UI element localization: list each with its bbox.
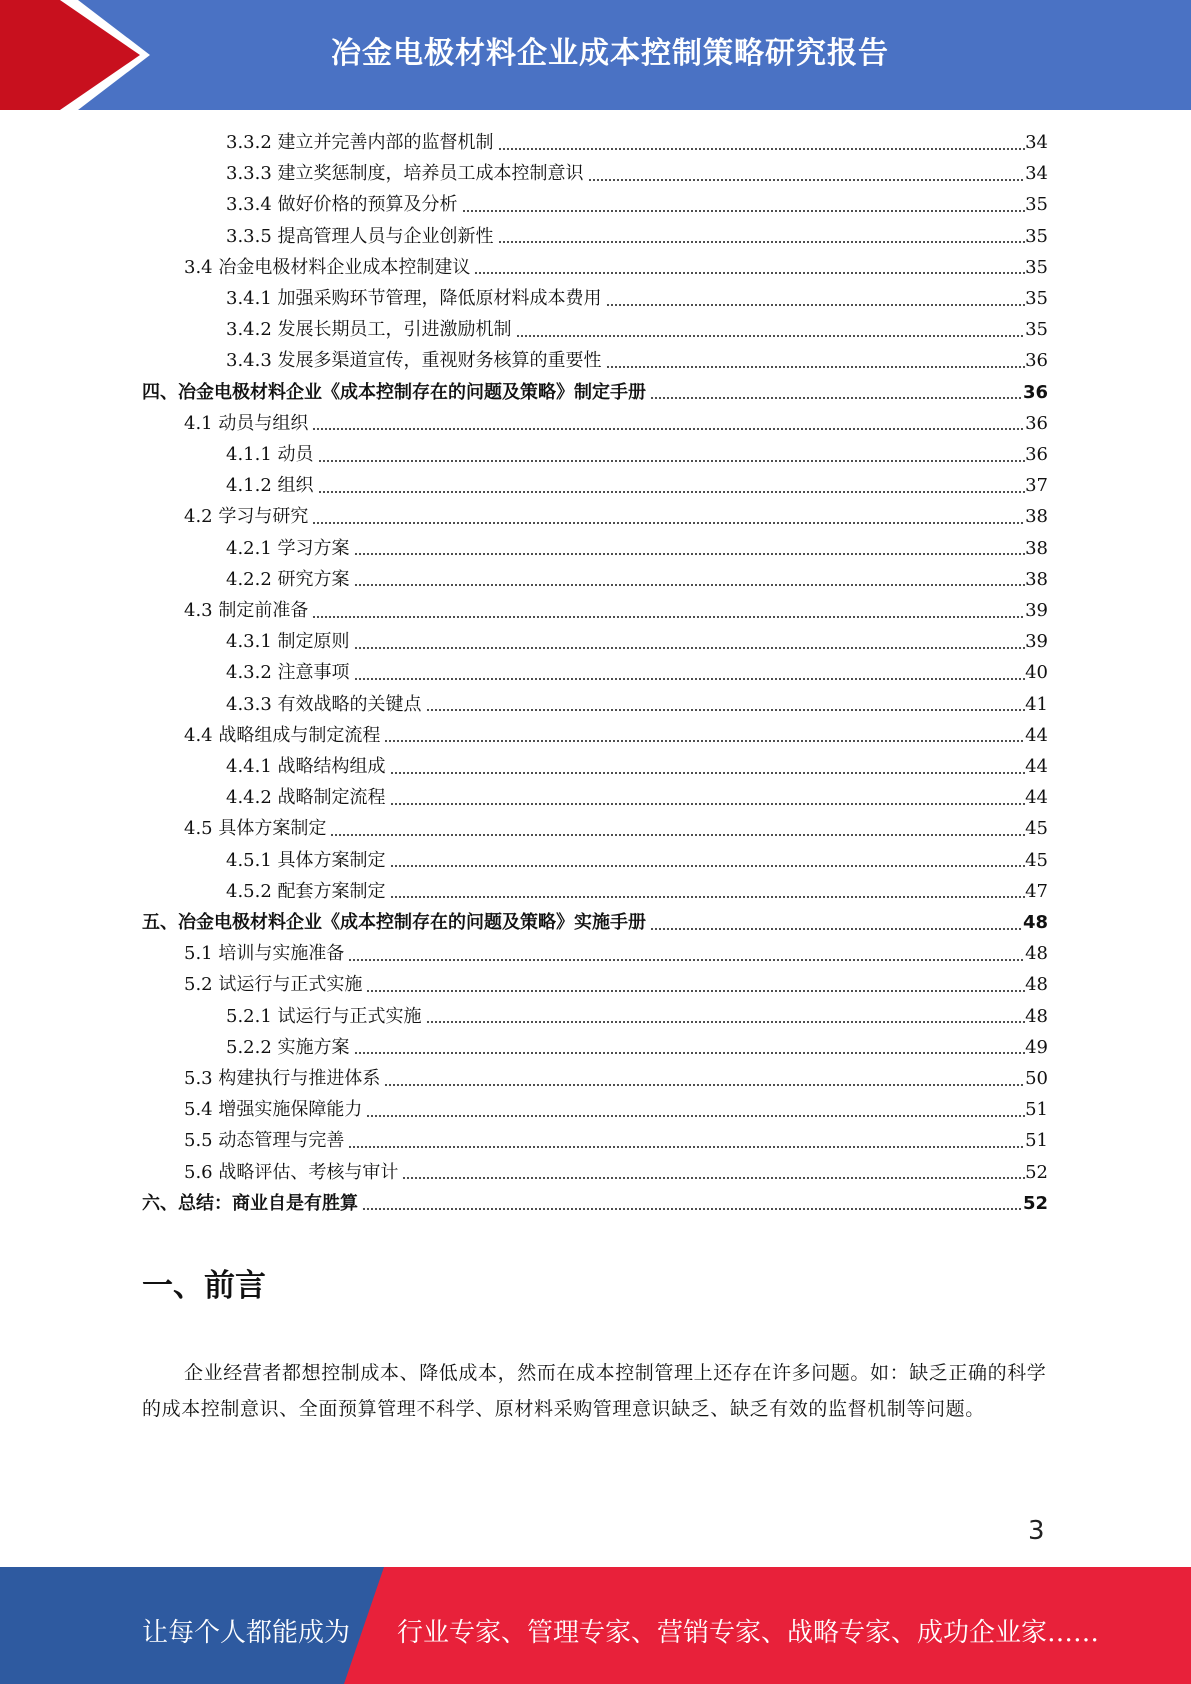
toc-entry[interactable] (226, 845, 1048, 876)
toc-entry[interactable] (184, 720, 1048, 751)
toc-dot-leader (330, 834, 1025, 836)
toc-entry[interactable] (142, 907, 1048, 938)
toc-entry-page: 45 (1025, 849, 1048, 871)
toc-dot-leader (606, 366, 1026, 368)
toc-entry-page: 49 (1025, 1036, 1048, 1058)
toc-entry[interactable] (226, 314, 1048, 345)
toc-entry-label: 3.4 冶金电极材料企业成本控制建议 (184, 256, 471, 278)
toc-entry-page: 37 (1025, 475, 1048, 497)
toc-entry[interactable] (226, 439, 1048, 470)
toc-entry-label: 4.2.1 学习方案 (226, 537, 350, 559)
document-title: 冶金电极材料企业成本控制策略研究报告 (331, 36, 889, 71)
header-red-arrow (0, 0, 145, 110)
toc-entry-page: 44 (1025, 724, 1048, 746)
toc-entry[interactable] (226, 657, 1048, 688)
toc-entry[interactable] (226, 1032, 1048, 1063)
toc-entry-label: 3.3.4 做好价格的预算及分析 (226, 194, 458, 216)
toc-entry[interactable] (226, 689, 1048, 720)
toc-dot-leader (390, 865, 1026, 867)
toc-entry-page: 35 (1025, 225, 1048, 247)
toc-dot-leader (650, 928, 1023, 930)
footer-slogan-left: 让每个人都能成为 (142, 1618, 351, 1648)
toc-entry-label: 4.1.2 组织 (226, 475, 314, 497)
toc-entry-page: 52 (1022, 1192, 1048, 1214)
toc-entry-page: 34 (1025, 163, 1048, 185)
toc-dot-leader (366, 990, 1025, 992)
toc-dot-leader (426, 709, 1026, 711)
toc-entry-label: 5.2.2 实施方案 (226, 1036, 350, 1058)
toc-dot-leader (650, 397, 1023, 399)
toc-entry-label: 四、冶金电极材料企业《成本控制存在的问题及策略》制定手册 (142, 381, 646, 403)
toc-entry[interactable] (184, 408, 1048, 439)
toc-entry-label: 3.3.5 提高管理人员与企业创新性 (226, 225, 494, 247)
toc-entry-label: 5.5 动态管理与完善 (184, 1130, 345, 1152)
toc-dot-leader (426, 1021, 1026, 1023)
toc-entry-label: 3.4.2 发展长期员工，引进激励机制 (226, 319, 512, 341)
toc-dot-leader (588, 179, 1026, 181)
toc-entry-page: 45 (1025, 818, 1048, 840)
toc-entry-page: 39 (1025, 631, 1048, 653)
toc-entry-page: 50 (1025, 1068, 1048, 1089)
toc-entry-label: 4.2.2 研究方案 (226, 568, 350, 590)
toc-entry[interactable] (226, 158, 1048, 189)
toc-entry-label: 5.2 试运行与正式实施 (184, 974, 363, 996)
toc-entry[interactable] (184, 501, 1048, 532)
toc-dot-leader (318, 491, 1026, 493)
toc-entry-page: 36 (1025, 412, 1048, 434)
toc-dot-leader (354, 584, 1026, 586)
toc-entry-page: 52 (1025, 1161, 1048, 1183)
toc-entry-label: 4.1 动员与组织 (184, 412, 309, 434)
toc-entry-label: 4.3.1 制定原则 (226, 631, 350, 653)
toc-dot-leader (402, 1177, 1025, 1179)
toc-entry-page: 40 (1025, 662, 1048, 684)
toc-entry[interactable] (184, 595, 1048, 626)
toc-entry-label: 5.4 增强实施保障能力 (184, 1099, 363, 1121)
toc-entry-label: 4.5 具体方案制定 (184, 818, 327, 840)
toc-entry[interactable] (226, 127, 1048, 158)
toc-entry-page: 44 (1025, 787, 1048, 809)
toc-entry[interactable] (226, 1001, 1048, 1032)
toc-entry[interactable] (226, 533, 1048, 564)
section-heading: 一、前言 (142, 1268, 266, 1304)
toc-dot-leader (312, 522, 1025, 524)
toc-entry-page: 36 (1025, 350, 1048, 372)
toc-entry-page: 36 (1022, 381, 1048, 403)
toc-entry[interactable] (184, 938, 1048, 969)
toc-entry-label: 3.3.3 建立奖惩制度，培养员工成本控制意识 (226, 163, 584, 185)
toc-entry[interactable] (226, 283, 1048, 314)
toc-dot-leader (516, 335, 1026, 337)
toc-entry-label: 5.6 战略评估、考核与审计 (184, 1161, 399, 1183)
toc-entry[interactable] (226, 345, 1048, 376)
toc-dot-leader (390, 803, 1026, 805)
toc-entry-label: 5.3 构建执行与推进体系 (184, 1068, 381, 1089)
toc-entry-page: 48 (1022, 912, 1048, 933)
toc-entry-label: 3.4.3 发展多渠道宣传，重视财务核算的重要性 (226, 350, 602, 372)
page-header (0, 0, 1191, 110)
toc-entry-label: 五、冶金电极材料企业《成本控制存在的问题及策略》实施手册 (142, 912, 646, 933)
toc-entry-page: 34 (1025, 132, 1048, 153)
toc-entry-page: 39 (1025, 600, 1048, 621)
toc-entry-label: 4.4.2 战略制定流程 (226, 787, 386, 809)
toc-dot-leader (384, 1084, 1025, 1086)
toc-entry-page: 38 (1025, 568, 1048, 590)
toc-entry-label: 3.3.2 建立并完善内部的监督机制 (226, 132, 494, 153)
toc-dot-leader (312, 616, 1025, 618)
toc-entry-label: 5.2.1 试运行与正式实施 (226, 1005, 422, 1027)
toc-entry-page: 35 (1025, 194, 1048, 216)
toc-entry[interactable] (226, 221, 1048, 252)
toc-entry-label: 4.3.2 注意事项 (226, 662, 350, 684)
toc-dot-leader (384, 740, 1025, 742)
toc-entry[interactable] (184, 1094, 1048, 1125)
toc-entry[interactable] (184, 1063, 1048, 1094)
toc-entry-label: 3.4.1 加强采购环节管理，降低原材料成本费用 (226, 288, 602, 309)
toc-entry[interactable] (184, 813, 1048, 844)
toc-entry[interactable] (226, 189, 1048, 220)
toc-dot-leader (390, 896, 1026, 898)
toc-dot-leader (362, 1208, 1023, 1210)
toc-entry-label: 4.3.3 有效战略的关键点 (226, 693, 422, 715)
toc-dot-leader (498, 241, 1026, 243)
toc-entry[interactable] (226, 751, 1048, 782)
toc-entry-page: 38 (1025, 537, 1048, 559)
toc-entry[interactable] (226, 470, 1048, 501)
page-footer (0, 1567, 1191, 1684)
toc-entry-page: 38 (1025, 506, 1048, 528)
toc-dot-leader (498, 148, 1026, 150)
toc-entry-label: 4.5.2 配套方案制定 (226, 880, 386, 902)
toc-entry-label: 4.2 学习与研究 (184, 506, 309, 528)
toc-entry[interactable] (184, 252, 1048, 283)
toc-entry-page: 35 (1025, 256, 1048, 278)
toc-entry-page: 51 (1025, 1130, 1048, 1152)
toc-dot-leader (318, 460, 1026, 462)
toc-entry-page: 35 (1025, 319, 1048, 341)
toc-dot-leader (606, 304, 1026, 306)
toc-entry-page: 47 (1025, 880, 1048, 902)
toc-dot-leader (462, 210, 1026, 212)
toc-dot-leader (348, 1146, 1025, 1148)
toc-dot-leader (354, 1052, 1026, 1054)
toc-dot-leader (312, 428, 1025, 430)
toc-entry[interactable] (142, 377, 1048, 408)
toc-entry-page: 36 (1025, 444, 1048, 465)
toc-entry-page: 51 (1025, 1099, 1048, 1121)
toc-entry[interactable] (226, 564, 1048, 595)
toc-entry-page: 35 (1025, 288, 1048, 309)
toc-entry-label: 4.4.1 战略结构组成 (226, 756, 386, 777)
toc-entry[interactable] (226, 782, 1048, 813)
footer-slogan-right: 行业专家、管理专家、营销专家、战略专家、成功企业家…… (397, 1618, 1100, 1648)
toc-entry-page: 48 (1025, 1005, 1048, 1027)
toc-entry-label: 4.3 制定前准备 (184, 600, 309, 621)
page-number: 3 (1028, 1516, 1045, 1546)
toc-entry[interactable] (142, 1188, 1048, 1219)
toc-dot-leader (474, 272, 1025, 274)
toc-entry[interactable] (184, 1157, 1048, 1188)
toc-entry-page: 48 (1025, 974, 1048, 996)
toc-entry-label: 4.4 战略组成与制定流程 (184, 724, 381, 746)
toc-entry-label: 4.1.1 动员 (226, 444, 314, 465)
toc-entry-page: 44 (1025, 756, 1048, 777)
toc-entry[interactable] (226, 626, 1048, 657)
toc-entry[interactable] (184, 969, 1048, 1000)
toc-entry-page: 41 (1025, 693, 1048, 715)
toc-dot-leader (348, 959, 1025, 961)
toc-entry[interactable] (184, 1125, 1048, 1156)
toc-entry[interactable] (226, 876, 1048, 907)
toc-entry-page: 48 (1025, 943, 1048, 965)
toc-dot-leader (354, 678, 1026, 680)
body-paragraph: 企业经营者都想控制成本、降低成本，然而在成本控制管理上还存在许多问题。如：缺乏正确的科学的成本控制意识、全面预算管理不科学、原材料采购管理意识缺乏、缺乏有效的监督机制等问题。 (142, 1362, 1047, 1420)
toc-entry-label: 六、总结：商业自是有胜算 (142, 1192, 358, 1214)
toc-dot-leader (366, 1115, 1025, 1117)
toc-dot-leader (354, 553, 1026, 555)
toc-entry-label: 4.5.1 具体方案制定 (226, 849, 386, 871)
toc-entry-label: 5.1 培训与实施准备 (184, 943, 345, 965)
toc-dot-leader (354, 647, 1026, 649)
toc-dot-leader (390, 772, 1026, 774)
